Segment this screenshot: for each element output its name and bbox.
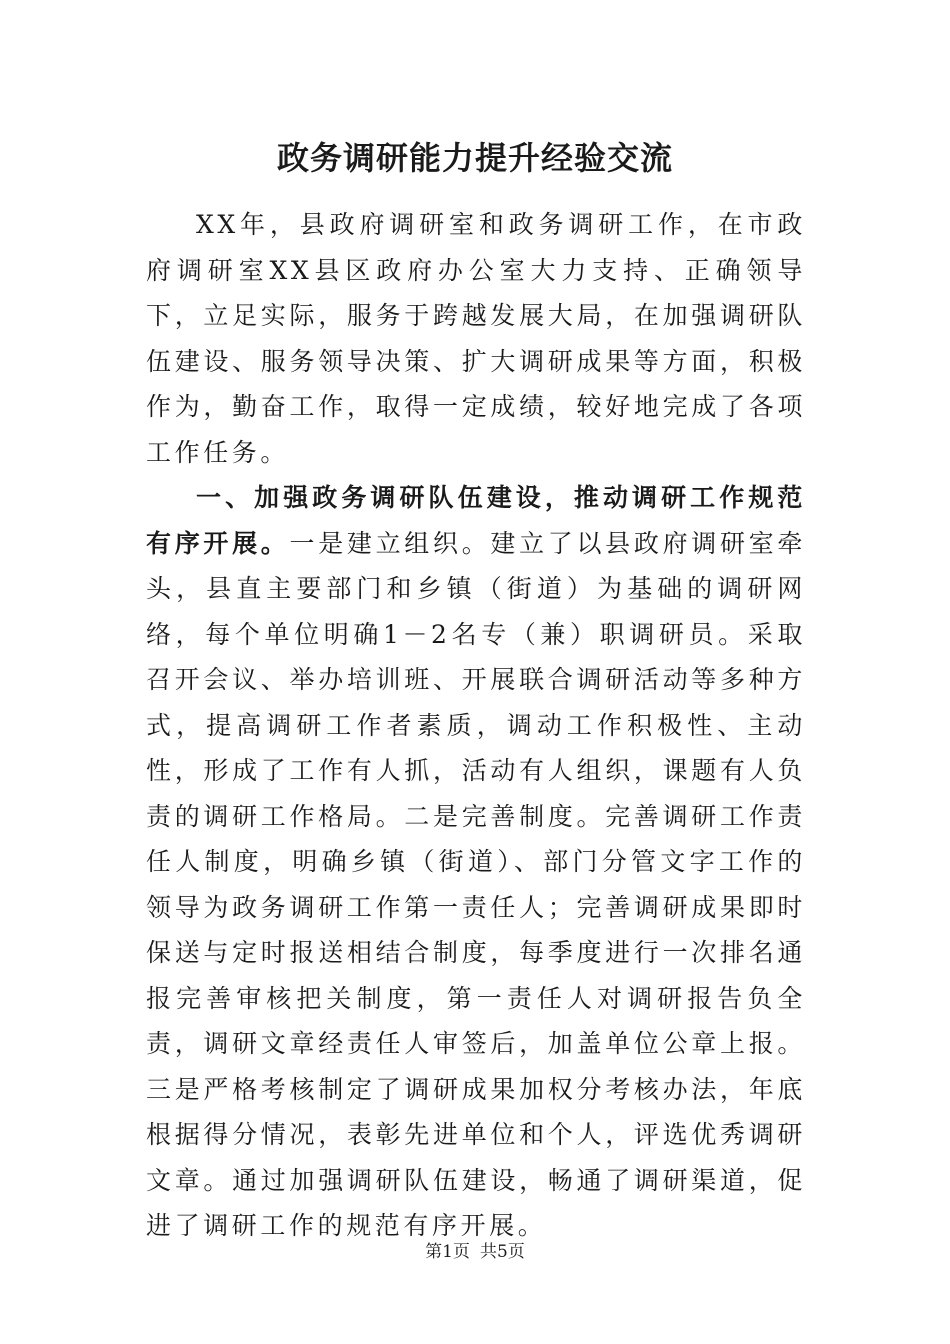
page-number: 第1页	[425, 1242, 470, 1262]
section-one-heading: 一、加强政务调研队伍建设，推动调研工作规范有序开展。	[146, 483, 806, 558]
intro-paragraph: XX年，县政府调研室和政务调研工作，在市政府调研室XX县区政府办公室大力支持、正确领导下，立足实际，服务于跨越发展大局，在加强调研队伍建设、服务领导决策、扩大调研成果等方面，积极作为，勤奋工作，取得一定成绩，较好地完成了各项工作任务。	[146, 210, 806, 467]
section-one-text: 一是建立组织。建立了以县政府调研室牵头，县直主要部门和乡镇（街道）为基础的调研网络，每个单位明确1－2名专（兼）职调研员。采取召开会议、举办培训班、开展联合调研活动等多种方式，提高调研工作者素质，调动工作积极性、主动性，形成了工作有人抓，活动有人组织，课题有人负责的调研工作格局。二是完善制度。完善调研工作责任人制度，明确乡镇（街道）、部门分管文字工作的领导为政务调研工作第一责任人；完善调研成果即时保送与定时报送相结合制度，每季度进行一次排名通报完善审核把关制度，第一责任人对调研报告负全责，调研文章经责任人审签后，加盖单位公章上报。三是严格考核制定了调研成果加权分考核办法，年底根据得分情况，表彰先进单位和个人，评选优秀调研文章。通过加强调研队伍建设，畅通了调研渠道，促进了调研工作的规范有序开展。	[146, 528, 806, 1240]
page-total: 共5页	[480, 1242, 525, 1262]
document-body	[146, 202, 806, 1249]
document-title: 政务调研能力提升经验交流	[276, 139, 673, 177]
page-footer	[0, 1240, 950, 1264]
section-one-paragraph	[146, 475, 806, 1249]
